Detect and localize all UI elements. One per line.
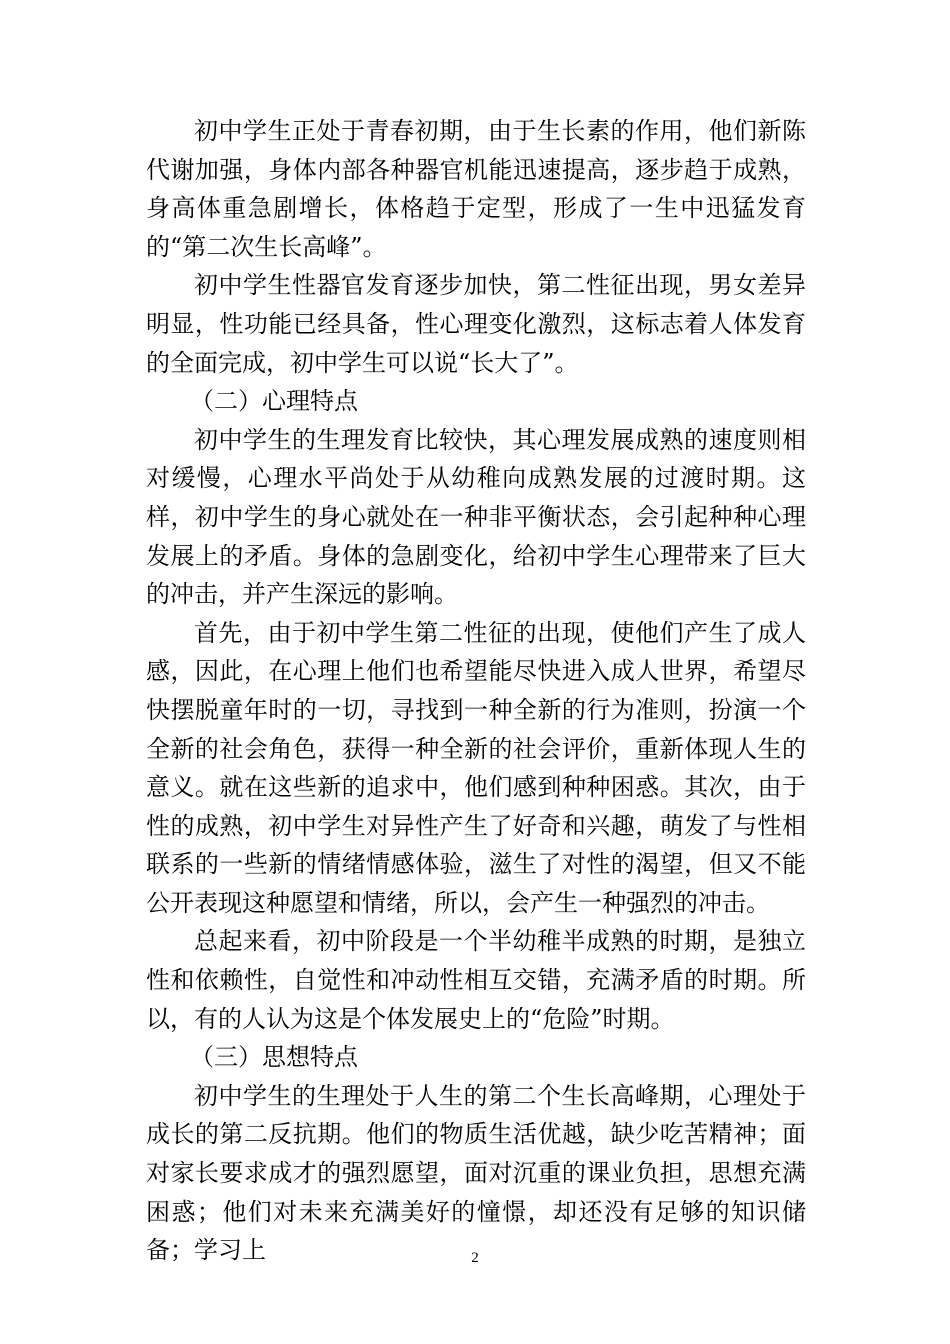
paragraph-ideological-intro: 初中学生的生理处于人生的第二个生长高峰期，心理处于成长的第二反抗期。他们的物质生活优越，缺少吃苦精神；面对家长要求成才的强烈愿望，面对沉重的课业负担，思想充满困惑；他们对未来充满美好的憧憬，却还没有足够的知识储备；学习上 — [146, 1081, 806, 1265]
section-heading-psychological: （二）心理特点 — [190, 387, 358, 416]
page-number: 2 — [471, 1250, 479, 1266]
paragraph-psychological-first: 首先，由于初中学生第二性征的出现，使他们产生了成人感，因此，在心理上他们也希望能尽快进入成人世界，希望尽快摆脱童年时的一切，寻找到一种全新的行为准则，扮演一个全新的社会角色，获得一种全新的社会评价，重新体现人生的意义。就在这些新的追求中，他们感到种种困惑。其次，由于性的成熟，初中学生对异性产生了好奇和兴趣，萌发了与性相联系的一些新的情绪情感体验，滋生了对性的渴望，但又不能公开表现这种愿望和情绪，所以，会产生一种强烈的冲击。 — [146, 618, 806, 917]
paragraph-psychological-intro: 初中学生的生理发育比较快，其心理发展成熟的速度则相对缓慢，心理水平尚处于从幼稚向成熟发展的过渡时期。这样，初中学生的身心就处在一种非平衡状态，会引起种种心理发展上的矛盾。身体的急剧变化，给初中学生心理带来了巨大的冲击，并产生深远的影响。 — [146, 425, 806, 609]
document-body — [146, 112, 806, 1270]
section-heading-ideological: （三）思想特点 — [190, 1043, 358, 1072]
paragraph-sexual-development: 初中学生性器官发育逐步加快，第二性征出现，男女差异明显，性功能已经具备，性心理变化激烈，这标志着人体发育的全面完成，初中学生可以说“长大了”。 — [146, 271, 806, 377]
paragraph-psychological-summary: 总起来看，初中阶段是一个半幼稚半成熟的时期，是独立性和依赖性，自觉性和冲动性相互交错，充满矛盾的时期。所以，有的人认为这是个体发展史上的“危险”时期。 — [146, 927, 806, 1033]
paragraph-physical-growth: 初中学生正处于青春初期，由于生长素的作用，他们新陈代谢加强，身体内部各种器官机能迅速提高，逐步趋于成熟，身高体重急剧增长，体格趋于定型，形成了一生中迅猛发育的“第二次生长高峰”。 — [146, 117, 806, 261]
